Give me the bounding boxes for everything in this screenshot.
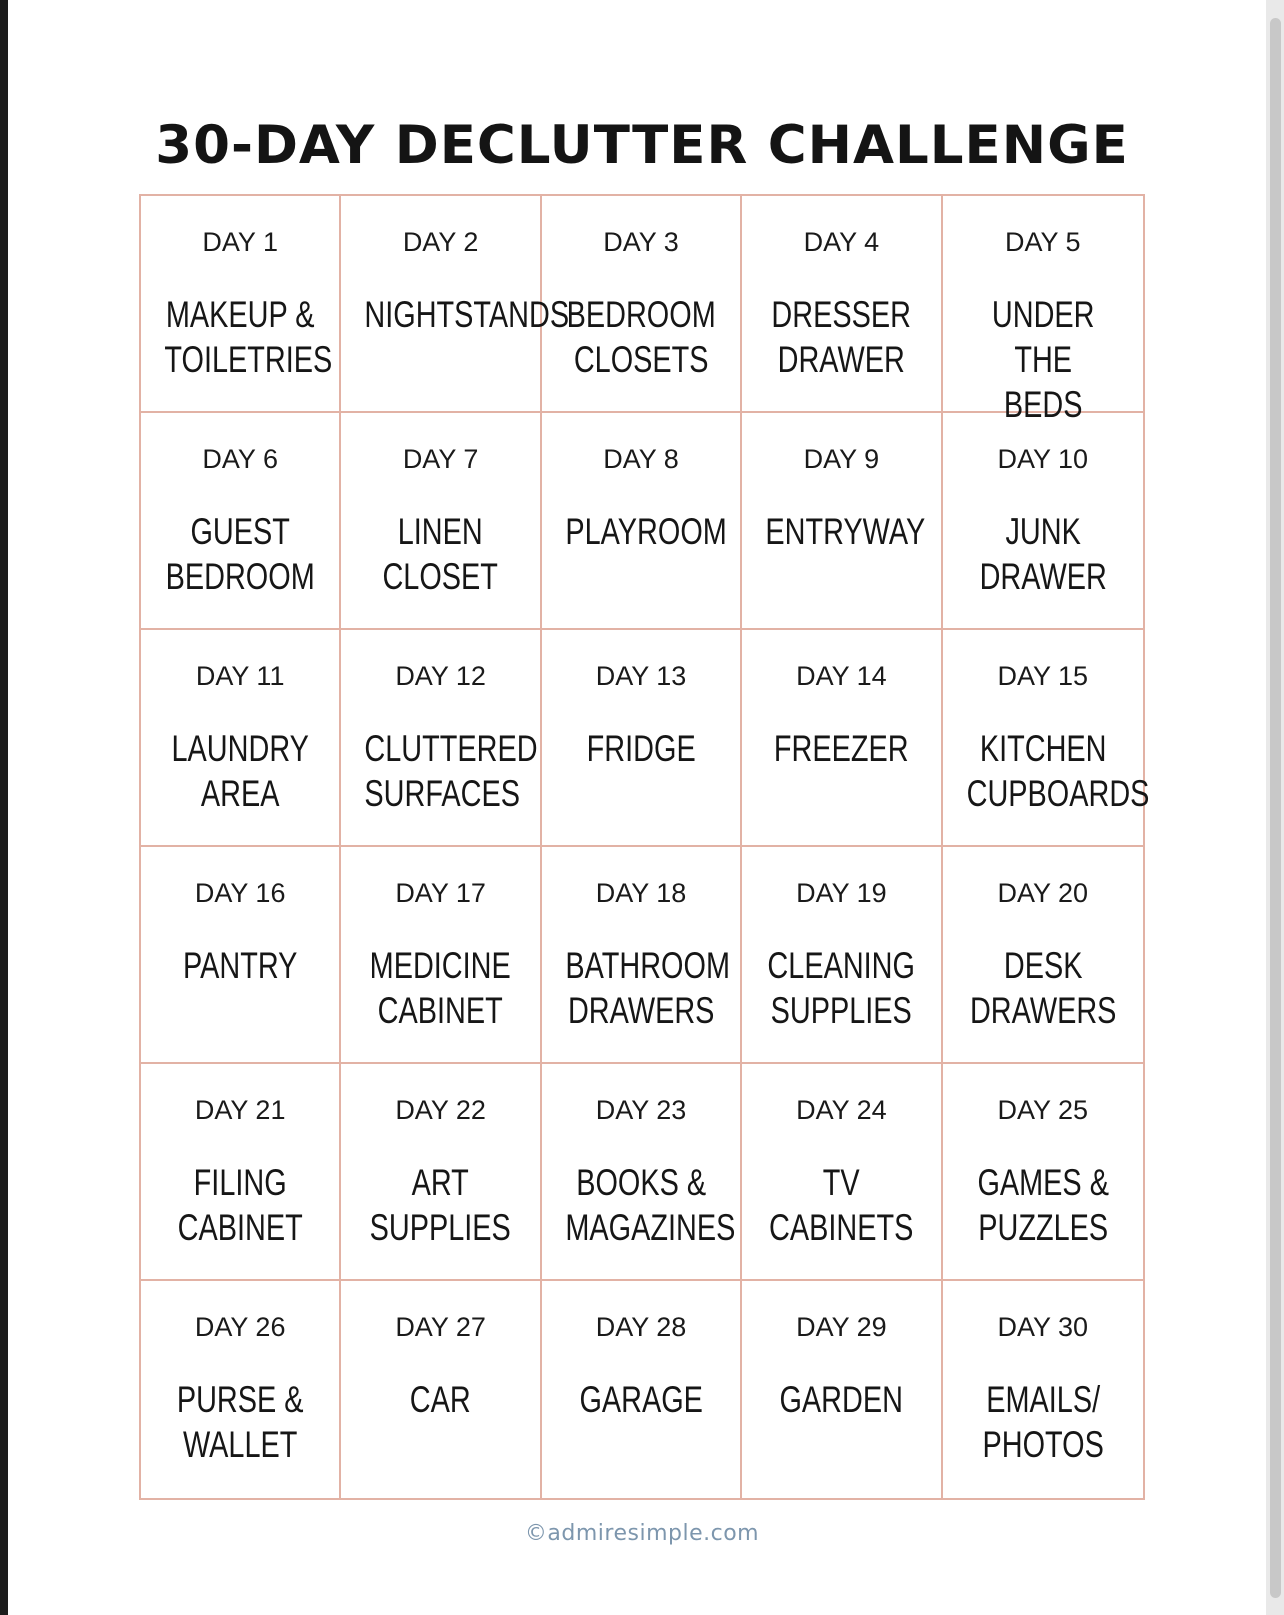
- day-cell: [141, 1281, 341, 1498]
- day-task: GARDEN: [779, 1379, 904, 1420]
- day-task: ENTRYWAY: [765, 511, 926, 552]
- day-task: PLAYROOM: [565, 511, 727, 552]
- day-task: GARAGE: [579, 1379, 703, 1420]
- day-cell: [141, 630, 341, 847]
- day-cell: [542, 413, 742, 630]
- day-cell: [943, 1064, 1143, 1281]
- day-cell: [742, 847, 942, 1064]
- day-task: KITCHEN CUPBOARDS: [966, 728, 1150, 814]
- day-number: DAY 19: [796, 878, 887, 908]
- day-cell: [943, 630, 1150, 847]
- day-number: DAY 23: [595, 1095, 687, 1125]
- day-cell: [141, 413, 341, 630]
- day-cell: [341, 196, 570, 413]
- day-cell: [341, 1281, 541, 1498]
- day-cell: [742, 1064, 942, 1281]
- day-number: DAY 3: [603, 227, 679, 257]
- day-task: NIGHTSTANDS: [364, 294, 570, 335]
- day-number: DAY 8: [603, 444, 679, 474]
- day-number: DAY 16: [194, 878, 286, 908]
- day-cell: [542, 1281, 742, 1498]
- day-number: DAY 26: [194, 1312, 286, 1342]
- day-number: DAY 10: [997, 444, 1089, 474]
- day-cell: [341, 413, 541, 630]
- day-task: DESK DRAWERS: [969, 945, 1117, 1031]
- day-cell: [542, 196, 742, 413]
- day-number: DAY 18: [595, 878, 687, 908]
- day-number: DAY 20: [997, 878, 1089, 908]
- day-number: DAY 25: [997, 1095, 1089, 1125]
- day-number: DAY 15: [997, 661, 1089, 691]
- day-number: DAY 27: [395, 1312, 486, 1342]
- day-number: DAY 28: [595, 1312, 687, 1342]
- day-task: ART SUPPLIES: [370, 1162, 512, 1248]
- day-task: GAMES & PUZZLES: [977, 1162, 1109, 1248]
- window-left-edge: [0, 0, 8, 1615]
- day-cell: [943, 413, 1143, 630]
- footer-credit: ©admiresimple.com: [524, 1521, 760, 1546]
- day-cell: [341, 1064, 541, 1281]
- day-task: DRESSER DRAWER: [771, 294, 912, 380]
- day-cell: [943, 1281, 1143, 1498]
- vertical-scrollbar[interactable]: [1266, 0, 1284, 1615]
- day-cell: [742, 196, 942, 413]
- day-task: BATHROOM DRAWERS: [565, 945, 730, 1031]
- day-cell: [341, 847, 541, 1064]
- day-cell: [141, 847, 341, 1064]
- day-task: LINEN CLOSET: [382, 511, 499, 597]
- day-number: DAY 22: [395, 1095, 486, 1125]
- day-number: DAY 7: [402, 444, 479, 474]
- day-task: CLUTTERED SURFACES: [364, 728, 538, 814]
- day-task: EMAILS/ PHOTOS: [982, 1379, 1104, 1465]
- day-number: DAY 30: [997, 1312, 1089, 1342]
- day-number: DAY 9: [803, 444, 880, 474]
- day-task: JUNK DRAWER: [979, 511, 1107, 597]
- day-task: FRIDGE: [586, 728, 696, 769]
- day-cell: [542, 630, 742, 847]
- day-number: DAY 13: [595, 661, 687, 691]
- day-number: DAY 14: [796, 661, 887, 691]
- page-title: 30-DAY DECLUTTER CHALLENGE: [155, 115, 1129, 176]
- day-task: MAKEUP & TOILETRIES: [164, 294, 333, 380]
- day-task: BEDROOM CLOSETS: [566, 294, 716, 380]
- day-number: DAY 21: [194, 1095, 286, 1125]
- scrollbar-thumb[interactable]: [1270, 18, 1281, 1598]
- day-number: DAY 4: [803, 227, 880, 257]
- day-number: DAY 2: [402, 227, 479, 257]
- challenge-grid: [139, 194, 1150, 1500]
- day-cell: [943, 196, 1143, 425]
- day-number: DAY 1: [202, 227, 278, 257]
- day-task: GUEST BEDROOM: [165, 511, 315, 597]
- day-task: PANTRY: [182, 945, 298, 986]
- day-cell: [542, 1064, 742, 1281]
- day-task: TV CABINETS: [769, 1162, 914, 1248]
- day-cell: [141, 196, 341, 413]
- day-number: DAY 24: [796, 1095, 887, 1125]
- day-cell: [742, 413, 942, 630]
- day-task: BOOKS & MAGAZINES: [565, 1162, 736, 1248]
- day-cell: [943, 847, 1143, 1064]
- day-number: DAY 6: [202, 444, 278, 474]
- day-task: MEDICINE CABINET: [370, 945, 512, 1031]
- day-task: PURSE & WALLET: [176, 1379, 304, 1465]
- day-number: DAY 17: [395, 878, 486, 908]
- day-cell: [742, 630, 942, 847]
- day-cell: [141, 1064, 341, 1281]
- day-number: DAY 29: [796, 1312, 887, 1342]
- day-cell: [542, 847, 742, 1064]
- day-task: LAUNDRY AREA: [171, 728, 309, 814]
- day-task: FILING CABINET: [177, 1162, 303, 1248]
- day-number: DAY 12: [395, 661, 486, 691]
- day-task: CLEANING SUPPLIES: [767, 945, 916, 1031]
- day-task: UNDER THE BEDS: [991, 294, 1095, 425]
- day-number: DAY 11: [195, 661, 285, 691]
- day-task: FREEZER: [774, 728, 909, 769]
- day-task: CAR: [410, 1379, 472, 1420]
- day-number: DAY 5: [1005, 227, 1081, 257]
- day-cell: [341, 630, 541, 847]
- day-cell: [742, 1281, 942, 1498]
